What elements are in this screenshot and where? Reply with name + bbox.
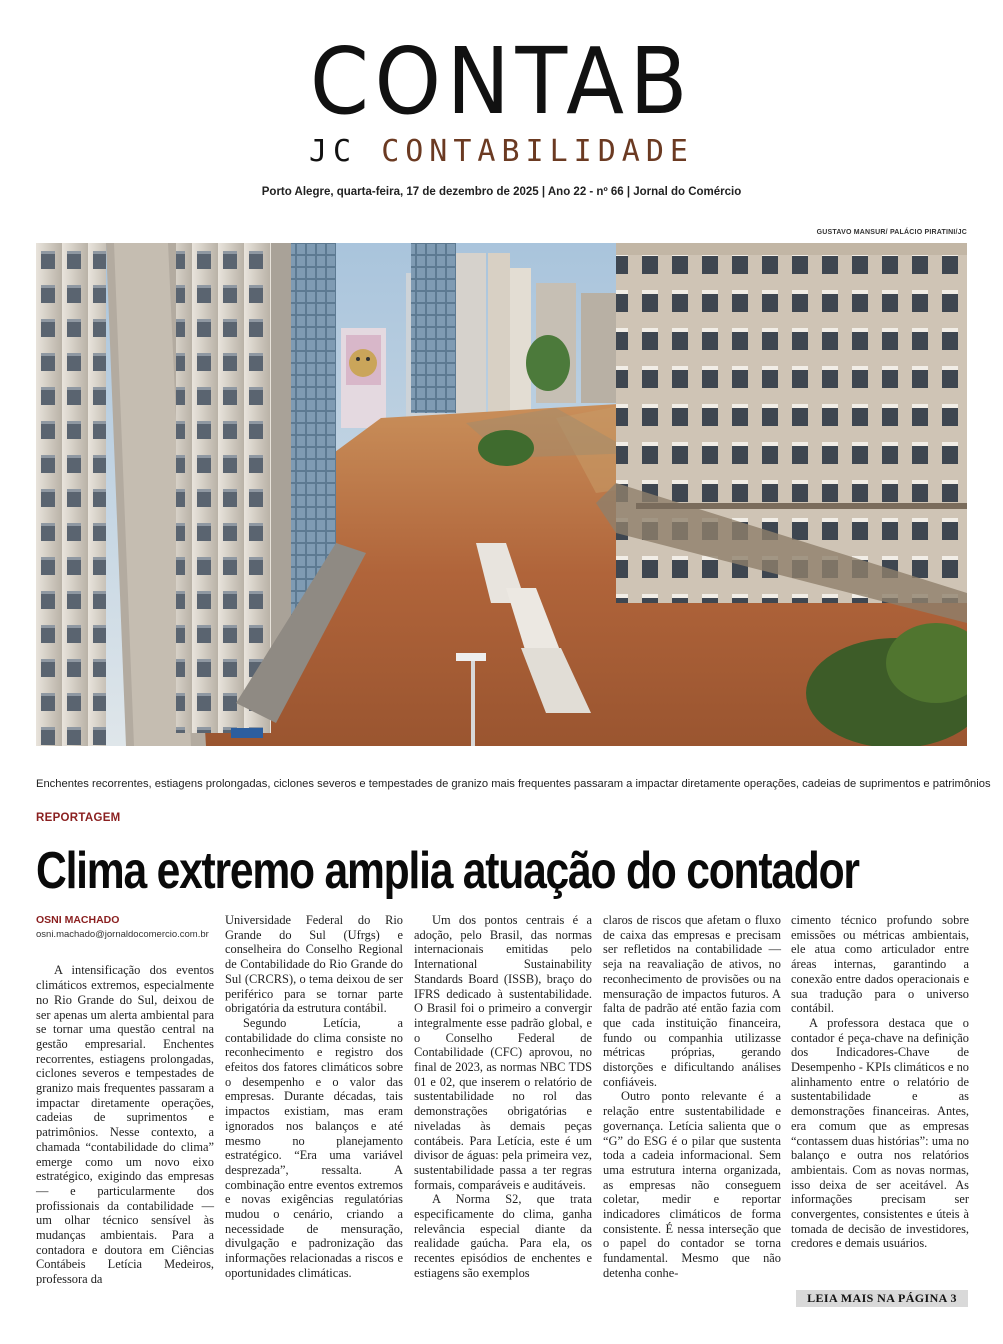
- section-tag: REPORTAGEM: [36, 812, 121, 824]
- article-headline: Clima extremo amplia atuação do contador: [36, 842, 859, 900]
- paragraph: Um dos pontos centrais é a adoção, pelo Brasil, das normas internacionais emitidas pelo International Sustainability Standards Board (ISSB), braço do IFRS dedicado à sustentabilidade. O Brasil foi o primeiro a convergir integralmente esse padrão global, e o Conselho Federal de Contabilidade (CFC) aprovou, no final de 2023, as normas NBC TDS 01 e 02, que inserem o relatório de sustentabilidade no rol das demonstrações obrigatórias e niveladas às demais peças contábeis. Para Letícia, este é um divisor de águas: pela primeira vez, sustentabilidade passa a ter regras formais, comparáveis e auditáveis.: [414, 913, 592, 1192]
- article-column-5: [791, 913, 969, 1251]
- photo-credit: GUSTAVO MANSUR/ PALÁCIO PIRATINI/JC: [816, 229, 967, 236]
- author-email[interactable]: osni.machado@jornaldocomercio.com.br: [36, 928, 209, 940]
- article-body: [36, 913, 967, 1313]
- paragraph: A intensificação dos eventos climáticos extremos, especialmente no Rio Grande do Sul, deixou de ser apenas um alerta ambiental para se tornar uma questão central na gestão empresarial. Enchentes recorrentes, estiagens prolongadas, ciclones severos e tempestades de granizo mais frequentes passaram a impactar diretamente operações, cadeias de suprimentos e patrimônios. Nesse contexto, a chamada “contabilidade do clima” emerge como um novo eixo estratégico, exigindo das empresas — e particularmente dos profissionais da contabilidade — um olhar técnico sensível às mudanças ambientais. Para a contadora e doutora em Ciências Contábeis Letícia Medeiros, professora da: [36, 963, 214, 1287]
- paragraph: claros de riscos que afetam o fluxo de caixa das empresas e precisam ser refletidos na contabilidade — seja na reavaliação de ativos, no reconhecimento de provisões ou na mensuração de impactos futuros. A falta de padrão até então fazia com que cada instituição financeira, fundo ou companhia utilizasse métricas próprias, gerando distorções e dificultando análises confiáveis.: [603, 913, 781, 1089]
- flood-photo-illustration: [36, 243, 967, 746]
- article-column-1: [36, 913, 214, 1287]
- article-column-3: [414, 913, 592, 1281]
- masthead: [0, 28, 1003, 169]
- read-more-link[interactable]: LEIA MAIS NA PÁGINA 3: [796, 1290, 968, 1307]
- dateline: Porto Alegre, quarta-feira, 17 de dezembro de 2025 | Ano 22 - nº 66 | Jornal do Comércio: [261, 186, 742, 198]
- masthead-subtitle: [0, 134, 1003, 169]
- paragraph: A Norma S2, que trata especificamente do clima, ganha relevância especial diante da realidade gaúcha. Para ela, os recentes episódios de enchentes e estiagens são exemplos: [414, 1192, 592, 1280]
- photo-caption: Enchentes recorrentes, estiagens prolongadas, ciclones severos e tempestades de granizo mais frequentes passaram a impactar diretamente operações, cadeias de suprimentos e patrimônios: [36, 778, 991, 790]
- paragraph: Segundo Letícia, a contabilidade do clima consiste no reconhecimento e registro dos efeitos dos fatores climáticos sobre o desempenho e o valor das empresas. Durante décadas, tais impactos existiam, mas eram ignorados nos balanços e até mesmo no planejamento estratégico. “Era uma variável desprezada”, ressalta. A combinação entre eventos extremos e novas exigências regulatórias mudou o cenário, criando a necessidade de mensuração, divulgação e padronização das informações relacionadas a riscos e oportunidades climáticas.: [225, 1015, 403, 1280]
- masthead-section: CONTABILIDADE: [381, 134, 694, 169]
- author-name: OSNI MACHADO: [36, 914, 120, 926]
- article-column-4: [603, 913, 781, 1281]
- flood-photo: [36, 243, 967, 746]
- paragraph: Universidade Federal do Rio Grande do Sul (Ufrgs) e conselheira do Conselho Regional de Contabilidade do Rio Grande do Sul (CRCRS), o tema deixou de ser periférico para se tornar parte obrigatória da estrutura contábil.: [225, 913, 403, 1016]
- masthead-title: CONTAB: [309, 28, 694, 135]
- paragraph: cimento técnico profundo sobre emissões ou métricas ambientais, ele atua como articulador entre áreas internas, garantindo a conexão entre dados operacionais e sua tradução para o universo contábil.: [791, 913, 969, 1016]
- article-column-2: [225, 913, 403, 1281]
- paragraph: A professora destaca que o contador é peça-chave na definição dos Indicadores-Chave de Desempenho - KPIs climáticos e no alinhamento entre o relatório de sustentabilidade e as demonstrações financeiras. Antes, era comum que as empresas “contassem duas histórias”: uma no balanço e outra nos relatórios ambientais. Com as novas normas, isso deixa de ser aceitável. As informações precisam ser convergentes, consistentes e úteis à tomada de decisão de investidores, credores e demais usuários.: [791, 1015, 969, 1251]
- masthead-jc: JC: [309, 134, 358, 169]
- paragraph: Outro ponto relevante é a relação entre sustentabilidade e governança. Letícia salienta que o “G” do ESG é o pilar que sustenta toda a cadeia informacional. Sem uma estrutura interna organizada, as empresas não conseguem coletar, medir e reportar indicadores climáticos de forma consistente. É nessa interseção que o papel do contador se torna fundamental. Mesmo que não detenha conhe-: [603, 1089, 781, 1280]
